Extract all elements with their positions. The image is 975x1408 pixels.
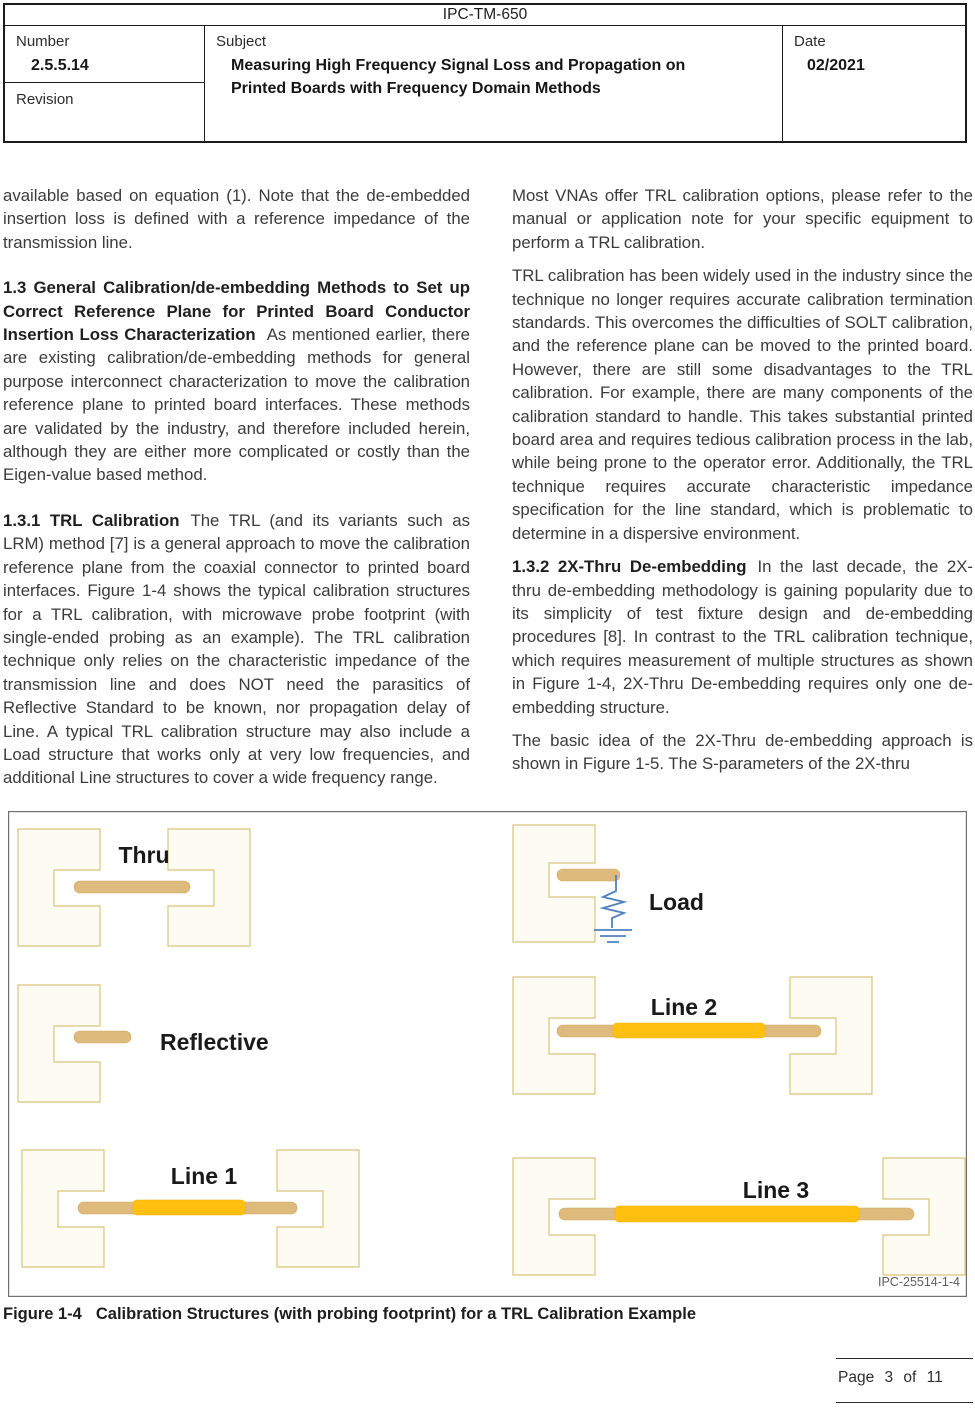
- section-1-3-2-text: In the last decade, the 2X-thru de-embedding methodology is gaining popularity due to its simplicity of test fixture design and de-embedding procedures [8]. In contrast to the TRL calibration technique, which requires measurement of multiple structures as shown in Figure 1-4, 2X-Thru De-embedding requires only one de-embedding structure.: [512, 557, 973, 717]
- revision-label: Revision: [16, 91, 74, 108]
- line2-trace: [613, 1023, 765, 1038]
- header-divider-2: [782, 25, 783, 141]
- number-label: Number: [16, 33, 70, 50]
- section-1-3-1: [3, 509, 470, 790]
- figure-caption-text: Calibration Structures (with probing footprint) for a TRL Calibration Example: [95, 1305, 696, 1323]
- paragraph-basic-idea: The basic idea of the 2X-Thru de-embedding approach is shown in Figure 1-5. The S-parameters of the 2X-thru: [512, 730, 973, 774]
- subject-title-line2: Printed Boards with Frequency Domain Methods: [231, 80, 601, 97]
- paragraph-trl-history: TRL calibration has been widely used in the industry since the technique no longer requires accurate calibration termination standards. This overcomes the difficulties of SOLT calibration, and the reference plane can be moved to the printed board. However, there are still some disadvantages to the TRL calibration. For example, there are many components of the calibration standard to handle. This takes substantial printed board area and requires tedious calibration process in the lab, while being prone to the operator error. Additionally, the TRL technique requires accurate characteristic impedance specification for the line standard, which is problematic to determine in a dispersive environment.: [512, 266, 973, 543]
- footer-rule-top: [836, 1358, 973, 1359]
- section-1-3-1-heading: 1.3.1 TRL Calibration: [3, 510, 180, 530]
- figure-caption: [3, 1305, 696, 1324]
- line2-launch-trace: [759, 1025, 821, 1037]
- number-revision-divider: [5, 82, 204, 83]
- header-table: [3, 3, 967, 143]
- section-1-3-2: [512, 555, 973, 719]
- line1-trace: [133, 1200, 245, 1215]
- body-right-column: [512, 184, 973, 786]
- figure-caption-number: Figure 1-4: [3, 1305, 82, 1323]
- figure-1-4-canvas: [8, 811, 967, 1297]
- footer-rule-bottom: [836, 1402, 973, 1403]
- number-value: 2.5.5.14: [31, 57, 89, 74]
- line3-trace: [615, 1206, 859, 1222]
- page-number: Page 3 of 11: [838, 1369, 943, 1386]
- header-divider-1: [204, 25, 205, 141]
- figure-1-4-panel: [8, 811, 967, 1297]
- line2-launch-trace: [557, 1025, 619, 1037]
- date-value: 02/2021: [807, 57, 865, 74]
- reflective-label: Reflective: [160, 1029, 269, 1055]
- doc-title: IPC-TM-650: [5, 5, 965, 26]
- section-1-3-2-heading: 1.3.2 2X-Thru De-embedding: [512, 557, 747, 577]
- paragraph-intro: available based on equation (1). Note that the de-embedded insertion loss is defined with a reference impedance of the transmission line.: [3, 186, 470, 252]
- load-stub-trace: [557, 869, 620, 881]
- date-label: Date: [794, 33, 826, 50]
- line3-label: Line 3: [742, 1177, 810, 1203]
- line3-launch-trace: [559, 1208, 622, 1220]
- header-columns: [5, 25, 965, 141]
- thru-label: Thru: [118, 842, 170, 868]
- subject-label: Subject: [216, 33, 267, 50]
- load-label: Load: [649, 889, 704, 915]
- thru-trace: [74, 881, 190, 893]
- body-left-column: [3, 184, 470, 812]
- reflective-stub-trace: [74, 1031, 131, 1043]
- line1-launch-trace: [78, 1202, 140, 1214]
- paragraph-vna: Most VNAs offer TRL calibration options, please refer to the manual or application note for your specific equipment to perform a TRL calibration.: [512, 186, 973, 252]
- section-1-3-heading: 1.3 General Calibration/de-embedding Methods to Set up Correct Reference Plane for Printed Board Conductor Insertion Loss Characterization: [3, 278, 470, 345]
- line2-label: Line 2: [650, 994, 718, 1020]
- line1-label: Line 1: [170, 1163, 238, 1189]
- line3-launch-trace: [851, 1208, 914, 1220]
- section-1-3: [3, 276, 470, 487]
- subject-title-line1: Measuring High Frequency Signal Loss and Propagation on: [231, 57, 686, 74]
- section-1-3-text: As mentioned earlier, there are existing calibration/de-embedding methods for general purpose interconnect characterization to move the calibration reference plane to printed board interfaces. These methods are validated by the industry, and therefore included herein, although they are either more complicated or costly than the Eigen-value based method.: [3, 325, 470, 485]
- figure-watermark: IPC-25514-1-4: [878, 1275, 960, 1289]
- section-1-3-1-text: The TRL (and its variants such as LRM) method [7] is a general approach to move the calibration reference plane from the coaxial connector to printed board interfaces. Figure 1-4 shows the typical calibration structures for a TRL calibration, with microwave probe footprint (with single-ended probing as an example). The TRL calibration technique only relies on the characteristic impedance of the transmission line and does NOT need the parasitics of Reflective Standard to be known, nor propagation delay of Line. A typical TRL calibration structure may also include a Load structure that works only at very low frequencies, and additional Line structures to cover a wide frequency range.: [3, 510, 470, 788]
